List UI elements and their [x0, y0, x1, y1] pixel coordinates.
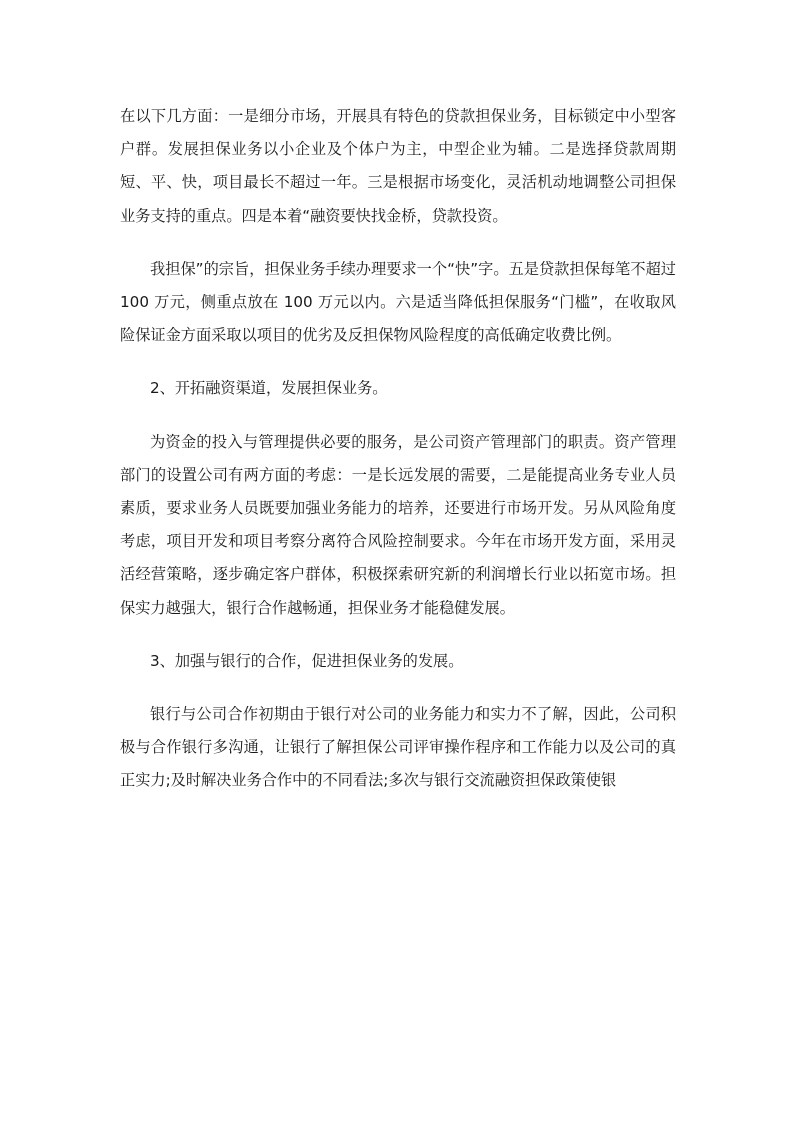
document-page [120, 100, 676, 798]
paragraph-bank-communication: 银行与公司合作初期由于银行对公司的业务能力和实力不了解，因此，公司积极与合作银行多沟通，让银行了解担保公司评审操作程序和工作能力以及公司的真正实力;及时解决业务合作中的不同看法;多次与银行交流融资担保政策使银 [120, 705, 676, 790]
paragraph-gap [120, 406, 676, 426]
paragraph-gap [120, 352, 676, 372]
paragraph-guarantee-principles: 我担保”的宗旨，担保业务手续办理要求一个“快”字。五是贷款担保每笔不超过 100 万元，侧重点放在 100 万元以内。六是适当降低担保服务“门槛”，在收取风险保证金方面采取以项目的优劣及反担保物风险程度的高低确定收费比例。 [120, 259, 676, 345]
paragraph-asset-management: 为资金的投入与管理提供必要的服务，是公司资产管理部门的职责。资产管理部门的设置公司有两方面的考虑：一是长远发展的需要，二是能提高业务专业人员素质，要求业务人员既要加强业务能力的培养，还要进行市场开发。另从风险角度考虑，项目开发和项目考察分离符合风险控制要求。今年在市场开发方面，采用灵活经营策略，逐步确定客户群体，积极探索研究新的利润增长行业以拓宽市场。担保实力越强大，银行合作越畅通，担保业务才能稳健发展。 [120, 432, 676, 617]
paragraph-gap [120, 678, 676, 698]
paragraph-scope-of-guarantee: 在以下几方面：一是细分市场，开展具有特色的贷款担保业务，目标锁定中小型客户群。发展担保业务以小企业及个体户为主，中型企业为辅。二是选择贷款周期短、平、快，项目最长不超过一年。三是根据市场变化，灵活机动地调整公司担保业务支持的重点。四是本着“融资要快找金桥，贷款投资。 [120, 107, 676, 225]
paragraph-gap [120, 233, 676, 253]
section-heading-financing-channels: 2、开拓融资渠道，发展担保业务。 [150, 379, 388, 398]
paragraph-gap [120, 625, 676, 645]
section-heading-bank-cooperation: 3、加强与银行的合作，促进担保业务的发展。 [150, 651, 464, 670]
